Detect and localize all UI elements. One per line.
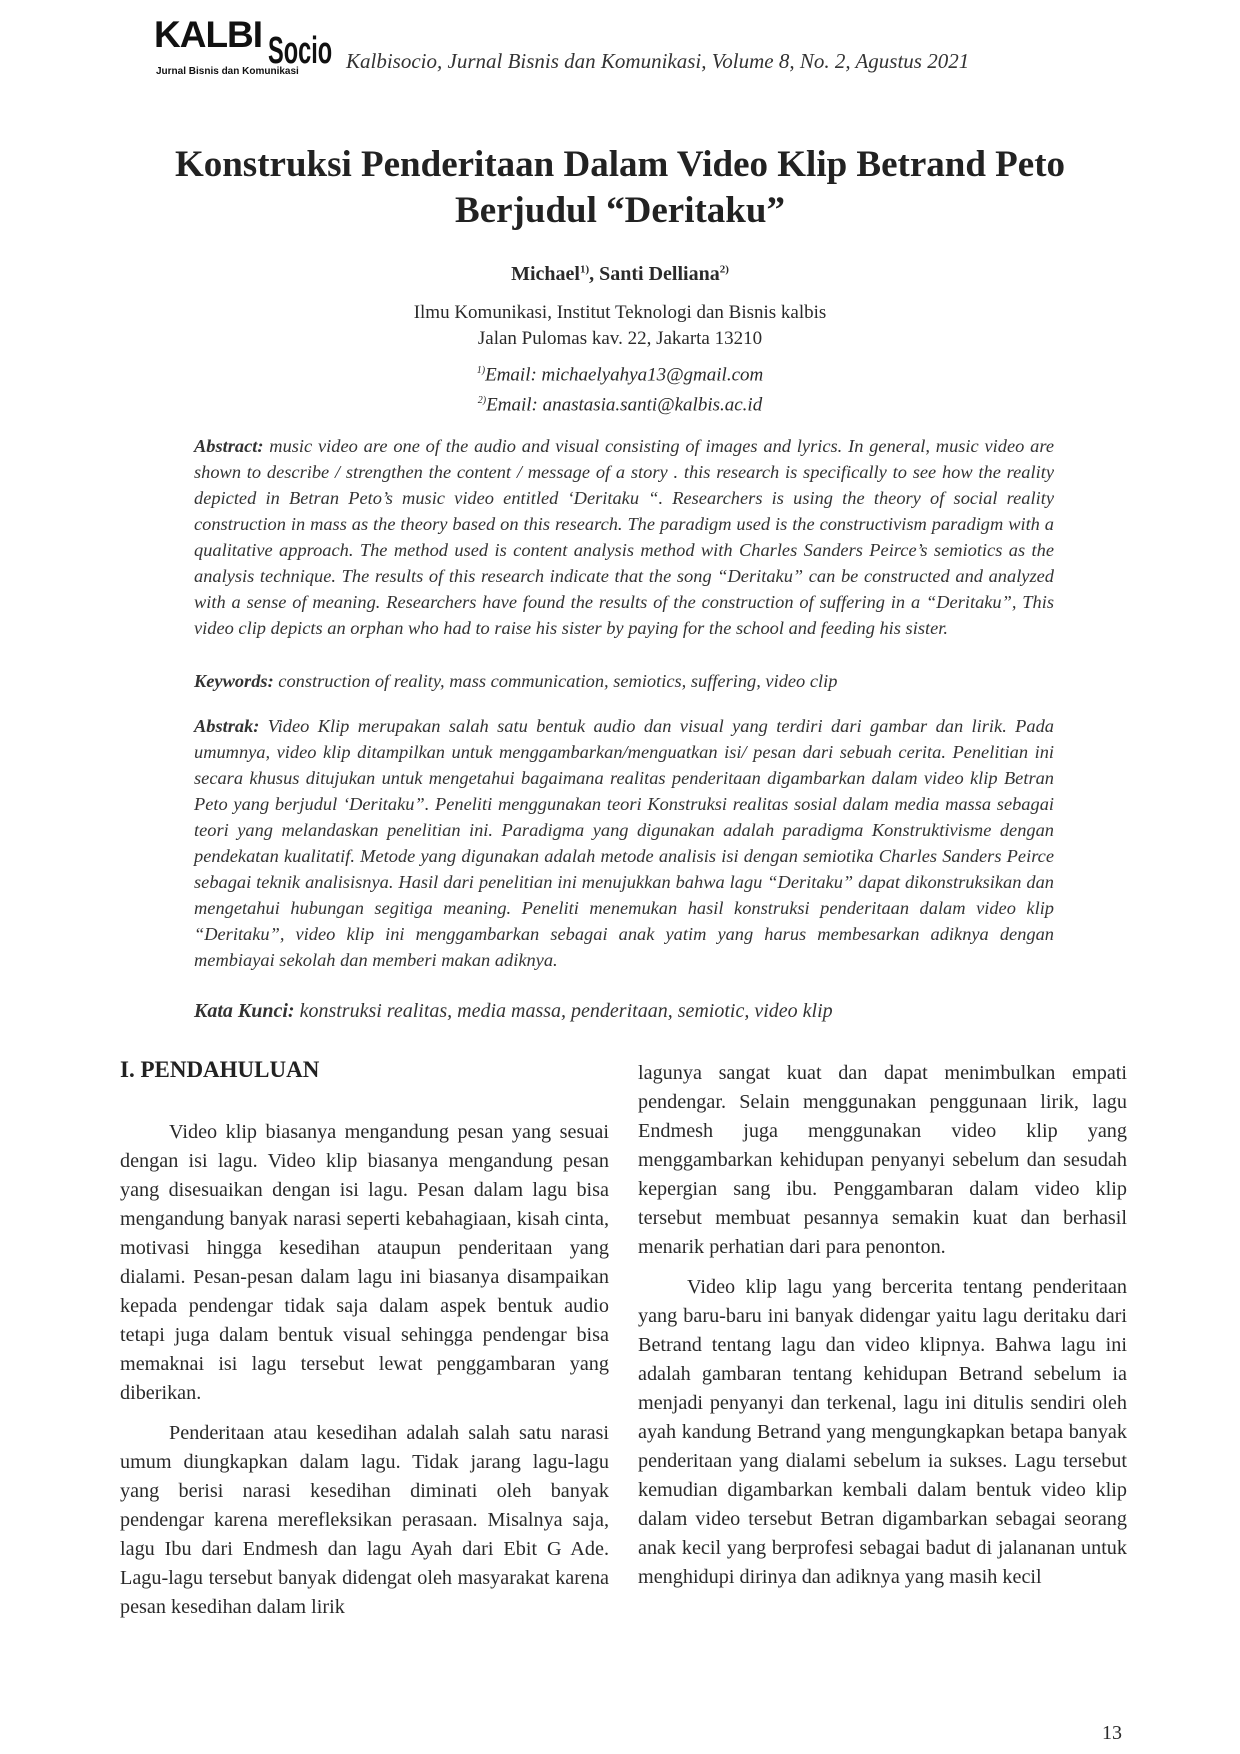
kata-kunci-label: Kata Kunci: [194,1000,295,1022]
kata-kunci-text: konstruksi realitas, media massa, penderitaan, semiotic, video klip [294,1000,833,1022]
email-line [120,358,1120,388]
body-paragraph: Penderitaan atau kesedihan adalah salah satu narasi umum diungkapkan dalam lagu. Tidak jarang lagu-lagu yang berisi narasi kesedihan diminati oleh banyak pendengar karena merefleksikan perasaan. Misalnya saja, lagu Ibu dari Endmesh dan lagu Ayah dari Ebit G Ade. Lagu-lagu tersebut banyak didengat oleh masyarakat karena pesan kesedihan dalam lirik [120,1422,609,1618]
logo-kalbi-text: KALBI [154,14,263,55]
paper-title-line1: Konstruksi Penderitaan Dalam Video Klip Betrand Peto [174,144,1066,185]
author-emails [120,358,1120,419]
page-number: 13 [1102,1722,1122,1744]
abstrak-text: Video Klip merupakan salah satu bentuk audio dan visual yang terdiri dari gambar dan lirik. Pada umumnya, video klip ditampilkan untuk menggambarkan/menguatkan isi/ pesan dari sebuah cerita. Penelitian ini secara khusus ditujukan untuk mengetahui bagaimana realitas penderitaan digambarkan dalam video klip Betran Peto yang berjudul ‘Deritaku”. Peneliti menggunakan teori Konstruksi realitas sosial dalam media massa sebagai teori yang melandaskan penelitian ini. Paradigma yang digunakan adalah paradigma Konstruktivisme dengan pendekatan kualitatif. Metode yang digunakan adalah metode analisis isi dengan semiotika Charles Sanders Peirce sebagai teknik analisisnya. Hasil dari penelitian ini menujukkan bahwa lagu “Deritaku” dapat dikonstruksikan dan mengetahui hubungan segitiga meaning. Peneliti menemukan hasil konstruksi penderitaan dalam video klip “Deritaku”, video klip ini menggambarkan sebagai anak yatim yang harus membesarkan adiknya dengan membiayai sekolah dan memberi makan adiknya. [194,716,1054,970]
section-heading: I. PENDAHULUAN [120,1057,320,1082]
keywords-text: construction of reality, mass communication, semiotics, suffering, video clip [273,671,838,691]
email-mark: 2) [477,395,487,407]
running-head: Kalbisocio, Jurnal Bisnis dan Komunikasi, Volume 8, No. 2, Agustus 2021 [346,49,970,73]
logo-subtitle: Jurnal Bisnis dan Komunikasi [156,66,299,77]
author-affiliation-mark: 2) [719,263,729,276]
abstract-indonesian [194,713,1054,973]
author-separator: , [589,263,600,285]
abstract-label: Abstract: [194,436,264,456]
author-affiliation-mark: 1) [579,263,590,276]
affiliation-address: Jalan Pulomas kav. 22, Jakarta 13210 [477,328,763,349]
body-column-left [120,1118,609,1633]
author-name: Michael [511,263,580,285]
journal-logo [150,10,333,80]
body-paragraph: Video klip lagu yang bercerita tentang penderitaan yang baru-baru ini banyak didengar yaitu lagu deritaku dari Betrand tentang lagu dan video klipnya. Bahwa lagu ini adalah gambaran tentang kehidupan Betrand sebelum ia menjadi penyanyi dan terkenal, lagu ini ditulis sendiri oleh ayah kandung Betrand yang mengungkapkan betapa banyak penderitaan yang dialami sebelum ia sukses. Lagu tersebut kemudian digambarkan kembali dalam bentuk video klip dalam video tersebut Betran digambarkan sebagai seorang anak kecil yang berprofesi sebagai badut di jalananan untuk menghidupi dirinya dan adiknya yang masih kecil [638,1276,1127,1588]
email-address: Email: anastasia.santi@kalbis.ac.id [486,394,763,416]
author-name: Santi Delliana [599,263,720,285]
keywords-label: Keywords: [194,671,274,691]
abstract-text: music video are one of the audio and visual consisting of images and lyrics. In general, music video are shown to describe / strengthen the content / message of a story . this research is specifically to see how the reality depicted in Betran Peto’s music video entitled ‘Deritaku “. Researchers is using the theory of social reality construction in mass as the theory based on this research. The paradigm used is the constructivism paradigm with a qualitative approach. The method used is content analysis method with Charles Sanders Peirce’s semiotics as the analysis technique. The results of this research indicate that the song “Deritaku” can be constructed and analyzed with a sense of meaning. Researchers have found the results of the construction of suffering in a “Deritaku”, This video clip depicts an orphan who had to raise his sister by paying for the school and feeding his sister. [194,436,1054,638]
affiliation [120,300,1120,352]
email-mark: 1) [476,365,486,376]
author-list [120,263,1120,286]
kata-kunci [194,998,1054,1024]
logo-socio-text: Socio [268,30,333,72]
paper-title-line2: Berjudul “Deritaku” [455,190,785,231]
paper-title [120,142,1120,234]
affiliation-institution: Ilmu Komunikasi, Institut Teknologi dan Bisnis kalbis [413,302,827,323]
abstract-english [194,433,1054,641]
email-address: Email: michaelyahya13@gmail.com [485,364,764,386]
body-paragraph: lagunya sangat kuat dan dapat menimbulkan empati pendengar. Selain menggunakan penggunaan lirik, lagu Endmesh juga menggunakan video klip yang menggambarkan kehidupan penyanyi sebelum dan sesudah kepergian sang ibu. Penggambaran dalam video klip tersebut membuat pesannya semakin kuat dan berhasil menarik perhatian dari para penonton. [638,1062,1127,1258]
email-line [120,388,1120,418]
body-column-right [638,1059,1127,1603]
body-paragraph: Video klip biasanya mengandung pesan yang sesuai dengan isi lagu. Video klip biasanya mengandung pesan yang disesuaikan dengan isi lagu. Pesan dalam lagu bisa mengandung banyak narasi seperti kebahagiaan, kisah cinta, motivasi hingga kesedihan ataupun penderitaan yang dialami. Pesan-pesan dalam lagu ini biasanya disampaikan kepada pendengar tidak saja dalam aspek bentuk audio tetapi juga dalam bentuk visual sehingga pendengar bisa memaknai isi lagu tersebut lewat penggambaran yang diberikan. [120,1121,609,1404]
abstrak-label: Abstrak: [194,716,260,736]
keywords [194,668,1054,694]
